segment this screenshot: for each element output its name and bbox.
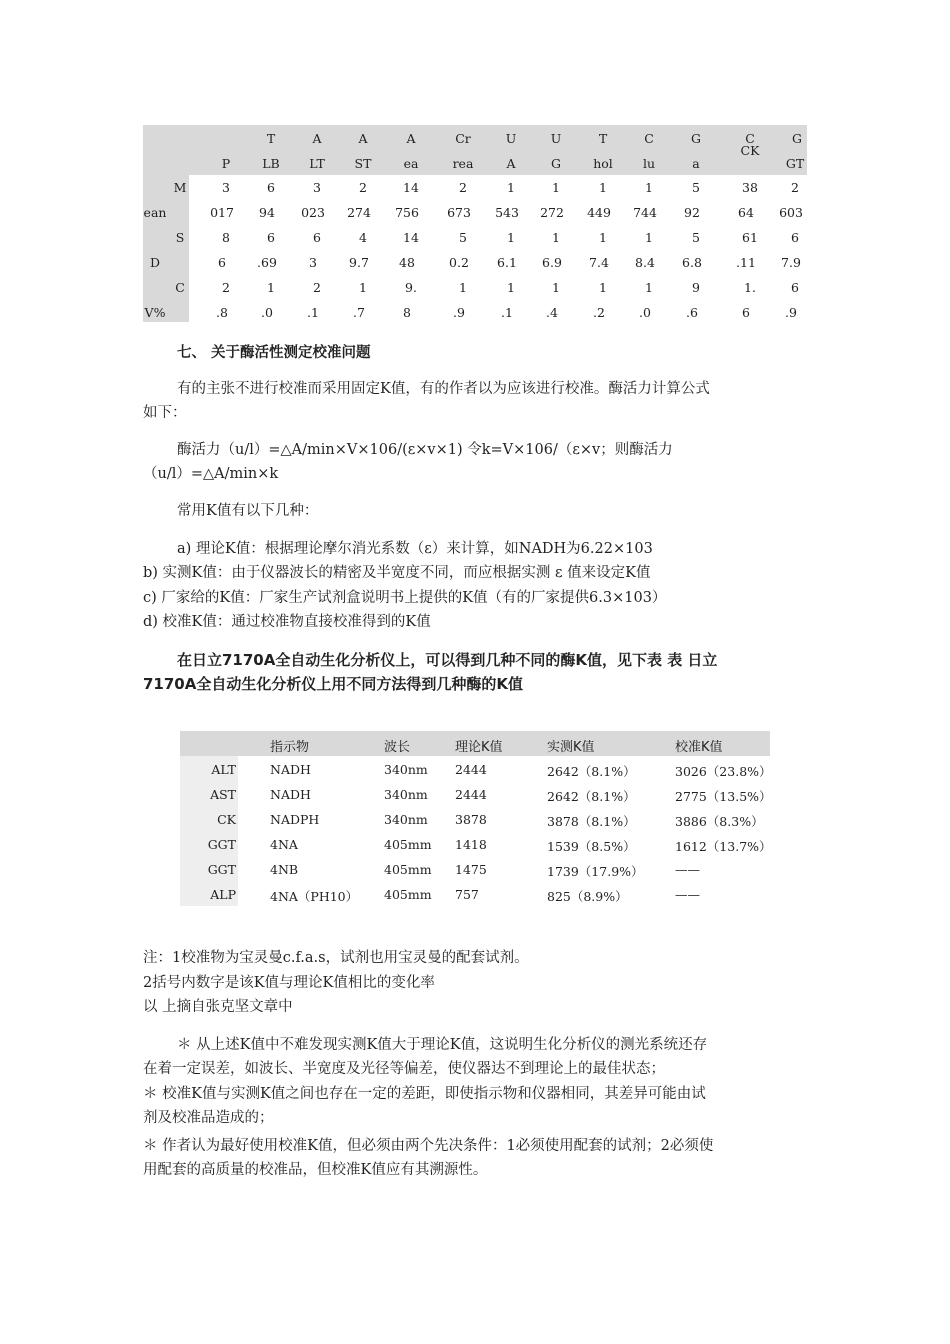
stats-cell: 0.2 <box>449 255 469 270</box>
stats-header-top: T <box>266 131 276 146</box>
stats-cell: .1 <box>307 305 319 320</box>
stats-cell: 5 <box>459 230 467 245</box>
stats-cell: 9 <box>692 280 700 295</box>
stats-row-label: ean <box>143 205 167 220</box>
stats-header-top: T <box>598 131 608 146</box>
stats-header-bottom: LB <box>262 156 280 171</box>
k-intro: 常用K值有以下几种： <box>177 503 319 519</box>
note: 2括号内数字是该K值与理论K值相比的变化率 <box>143 975 435 991</box>
stats-cell: 2 <box>222 280 230 295</box>
paragraph-line: 如下： <box>143 405 187 421</box>
stats-cell: 6 <box>791 280 799 295</box>
k-table-cell-calibrated: 1612（13.7%） <box>675 839 772 854</box>
k-table-cell-calibrated: 2775（13.5%） <box>675 789 772 804</box>
stats-cell: 5 <box>692 230 700 245</box>
bullet-line: 在着一定误差，如波长、半宽度及光径等偏差，使仪器达不到理论上的最佳状态； <box>143 1061 665 1077</box>
stats-cell: 1 <box>507 180 515 195</box>
stats-row-label: D <box>149 255 161 270</box>
k-table-cell-indicator: NADH <box>270 762 311 777</box>
stats-cell: 1 <box>507 280 515 295</box>
stats-cell: 744 <box>633 205 657 220</box>
stats-header-top: A <box>406 131 416 146</box>
stats-cell: 14 <box>403 180 419 195</box>
stats-cell: .0 <box>639 305 651 320</box>
stats-cell: 272 <box>540 205 564 220</box>
bullet-line: ＊ 校准K值与实测K值之间也存在一定的差距，即使指示物和仪器相同，其差异可能由试 <box>143 1086 706 1102</box>
stats-cell: 4 <box>359 230 367 245</box>
stats-cell: .11 <box>736 255 756 270</box>
stats-cell: 274 <box>347 205 371 220</box>
stats-cell: 5 <box>692 180 700 195</box>
k-table-cell-calibrated: —— <box>675 887 700 902</box>
stats-cell: 1 <box>552 230 560 245</box>
k-table-cell-enzyme: ALP <box>210 887 236 902</box>
k-table-cell-indicator: 4NA（PH10） <box>270 889 359 904</box>
stats-cell: 6.8 <box>682 255 702 270</box>
stats-header-bottom: A <box>506 156 516 171</box>
stats-cell: 6.1 <box>497 255 517 270</box>
note: 以 上摘自张克坚文章中 <box>143 999 293 1015</box>
stats-cell: 2 <box>359 180 367 195</box>
stats-cell: 756 <box>395 205 419 220</box>
section-heading: 七、 关于酶活性测定校准问题 <box>177 345 371 361</box>
k-table-cell-wavelength: 405mm <box>384 887 432 902</box>
stats-header-bottom: hol <box>593 156 613 171</box>
stats-cell: 023 <box>301 205 325 220</box>
formula-line: 酶活力（u/l）=△A/min×V×106/(ε×v×1) 令k=V×106/（ε×v；则酶活力 <box>177 442 673 458</box>
stats-cell: 1 <box>359 280 367 295</box>
paragraph-line: 有的主张不进行校准而采用固定K值，有的作者以为应该进行校准。酶活力计算公式 <box>177 381 710 397</box>
stats-cell: .9 <box>453 305 465 320</box>
stats-cell: 14 <box>403 230 419 245</box>
k-table-cell-wavelength: 340nm <box>384 787 428 802</box>
k-table-cell-wavelength: 340nm <box>384 762 428 777</box>
stats-table-label-bg <box>143 175 189 322</box>
stats-header-top: A <box>358 131 368 146</box>
stats-cell: 38 <box>742 180 758 195</box>
k-table-cell-wavelength: 405mm <box>384 837 432 852</box>
stats-table-header-bg <box>143 125 807 175</box>
stats-table <box>143 125 807 322</box>
stats-cell: 6 <box>267 230 275 245</box>
stats-cell: .2 <box>593 305 605 320</box>
k-table-cell-measured: 1539（8.5%） <box>547 839 636 854</box>
stats-header-bottom: G <box>551 156 561 171</box>
stats-cell: 1 <box>552 180 560 195</box>
k-table-cell-indicator: NADH <box>270 787 311 802</box>
stats-header-bottom: P <box>221 156 231 171</box>
k-table-header: 指示物 <box>270 740 310 755</box>
stats-row-label: S <box>175 230 185 245</box>
bold-line: 7170A全自动生化分析仪上用不同方法得到几种酶的K值 <box>143 675 523 693</box>
k-table-cell-theory: 2444 <box>455 787 487 802</box>
stats-cell: .1 <box>501 305 513 320</box>
stats-header-bottom: lu <box>642 156 656 171</box>
stats-header-top: U <box>505 131 517 146</box>
stats-cell: 2 <box>459 180 467 195</box>
k-table-cell-enzyme: CK <box>217 812 236 827</box>
k-table-cell-enzyme: GGT <box>207 837 236 852</box>
stats-cell: 8.4 <box>635 255 655 270</box>
stats-header-top: A <box>312 131 322 146</box>
stats-cell: 6 <box>791 230 799 245</box>
stats-cell: 6 <box>218 255 226 270</box>
stats-cell: .8 <box>216 305 228 320</box>
stats-cell: .7 <box>353 305 365 320</box>
k-table-cell-measured: 2642（8.1%） <box>547 764 636 779</box>
stats-cell: 8 <box>222 230 230 245</box>
stats-cell: 1 <box>267 280 275 295</box>
k-table-cell-calibrated: 3026（23.8%） <box>675 764 772 779</box>
stats-cell: 1 <box>552 280 560 295</box>
stats-cell: 6 <box>267 180 275 195</box>
stats-cell: 6.9 <box>542 255 562 270</box>
k-table-cell-theory: 2444 <box>455 762 487 777</box>
bullet-line: 剂及校准品造成的； <box>143 1110 274 1126</box>
stats-cell: 92 <box>684 205 700 220</box>
stats-cell: 1 <box>459 280 467 295</box>
stats-cell: 543 <box>495 205 519 220</box>
stats-header-top: C <box>745 131 755 146</box>
stats-row-label: M <box>173 180 187 195</box>
stats-header-bottom: LT <box>309 156 325 171</box>
k-table-cell-indicator: NADPH <box>270 812 320 827</box>
stats-cell: 3 <box>313 180 321 195</box>
k-table-cell-measured: 1739（17.9%） <box>547 864 644 879</box>
stats-cell: 1 <box>645 280 653 295</box>
k-table-cell-wavelength: 405mm <box>384 862 432 877</box>
k-table-cell-calibrated: 3886（8.3%） <box>675 814 764 829</box>
stats-cell: 1 <box>645 230 653 245</box>
k-table-header: 校准K值 <box>675 740 723 755</box>
stats-cell: .4 <box>546 305 558 320</box>
k-table-cell-measured: 825（8.9%） <box>547 889 628 904</box>
stats-header-top: G <box>792 131 802 146</box>
k-table-header: 波长 <box>384 740 411 755</box>
stats-cell: 64 <box>738 205 754 220</box>
k-table-cell-wavelength: 340nm <box>384 812 428 827</box>
stats-header-bottom: ea <box>403 156 419 171</box>
k-table-header: 理论K值 <box>455 740 503 755</box>
stats-cell: 1. <box>744 280 756 295</box>
stats-cell: 61 <box>742 230 758 245</box>
stats-cell: 1 <box>507 230 515 245</box>
stats-header-bottom: CK <box>740 143 760 158</box>
stats-cell: 2 <box>313 280 321 295</box>
stats-header-bottom: GT <box>785 156 805 171</box>
k-table-cell-theory: 757 <box>455 887 479 902</box>
stats-cell: 1 <box>599 280 607 295</box>
stats-header-bottom: rea <box>452 156 474 171</box>
stats-cell: 449 <box>587 205 611 220</box>
bullet-line: 用配套的高质量的校准品，但校准K值应有其溯源性。 <box>143 1162 488 1178</box>
stats-cell: 3 <box>222 180 230 195</box>
stats-cell: 3 <box>309 255 317 270</box>
stats-cell: 1 <box>645 180 653 195</box>
stats-header-top: G <box>691 131 701 146</box>
k-table-header: 实测K值 <box>547 740 595 755</box>
stats-row-label: C <box>175 280 185 295</box>
stats-cell: 2 <box>791 180 799 195</box>
stats-cell: .6 <box>686 305 698 320</box>
stats-cell: .9 <box>785 305 797 320</box>
stats-cell: 9. <box>405 280 417 295</box>
list-item: b) 实测K值：由于仪器波长的精密及半宽度不同，而应根据实测 ε 值来设定K值 <box>143 565 651 581</box>
k-table-cell-theory: 1475 <box>455 862 487 877</box>
bullet-line: ＊ 作者认为最好使用校准K值，但必须由两个先决条件：1必须使用配套的试剂；2必须使 <box>143 1138 714 1154</box>
stats-cell: 6 <box>313 230 321 245</box>
stats-row-label: V% <box>144 305 166 320</box>
bullet-line: ＊ 从上述K值中不难发现实测K值大于理论K值，这说明生化分析仪的测光系统还存 <box>177 1037 708 1053</box>
stats-header-bottom: a <box>692 156 700 171</box>
list-item: a) 理论K值：根据理论摩尔消光系数（ε）来计算，如NADH为6.22×103 <box>177 541 653 557</box>
formula-line: （u/l）=△A/min×k <box>143 466 279 482</box>
stats-cell: 017 <box>210 205 234 220</box>
stats-cell: 7.4 <box>589 255 609 270</box>
k-table-cell-enzyme: GGT <box>207 862 236 877</box>
stats-header-top: Cr <box>455 131 471 146</box>
stats-cell: 1 <box>599 230 607 245</box>
list-item: d) 校准K值：通过校准物直接校准得到的K值 <box>143 614 431 630</box>
stats-cell: 48 <box>399 255 415 270</box>
stats-cell: .0 <box>261 305 273 320</box>
k-table-cell-enzyme: AST <box>210 787 236 802</box>
k-table-label-bg <box>180 756 238 906</box>
stats-cell: 603 <box>779 205 803 220</box>
note: 注：1校准物为宝灵曼c.f.a.s，试剂也用宝灵曼的配套试剂。 <box>143 950 529 966</box>
stats-cell: 8 <box>403 305 411 320</box>
k-table-cell-measured: 3878（8.1%） <box>547 814 636 829</box>
stats-cell: .69 <box>257 255 277 270</box>
k-table-cell-theory: 1418 <box>455 837 487 852</box>
k-table-cell-indicator: 4NA <box>270 837 298 852</box>
k-table-cell-measured: 2642（8.1%） <box>547 789 636 804</box>
stats-header-bottom: ST <box>354 156 372 171</box>
list-item: c) 厂家给的K值：厂家生产试剂盒说明书上提供的K值（有的厂家提供6.3×103） <box>143 590 667 606</box>
stats-cell: 6 <box>742 305 750 320</box>
k-table-cell-calibrated: —— <box>675 862 700 877</box>
stats-cell: 1 <box>599 180 607 195</box>
bold-line: 在日立7170A全自动生化分析仪上，可以得到几种不同的酶K值，见下表 表 日立 <box>177 651 718 669</box>
k-table-cell-theory: 3878 <box>455 812 487 827</box>
k-table-cell-enzyme: ALT <box>211 762 236 777</box>
k-value-table <box>180 731 770 906</box>
stats-cell: 94 <box>259 205 275 220</box>
stats-cell: 7.9 <box>781 255 801 270</box>
k-table-cell-indicator: 4NB <box>270 862 299 877</box>
stats-cell: 9.7 <box>349 255 369 270</box>
stats-header-top: U <box>550 131 562 146</box>
stats-cell: 673 <box>447 205 471 220</box>
stats-header-top: C <box>644 131 654 146</box>
